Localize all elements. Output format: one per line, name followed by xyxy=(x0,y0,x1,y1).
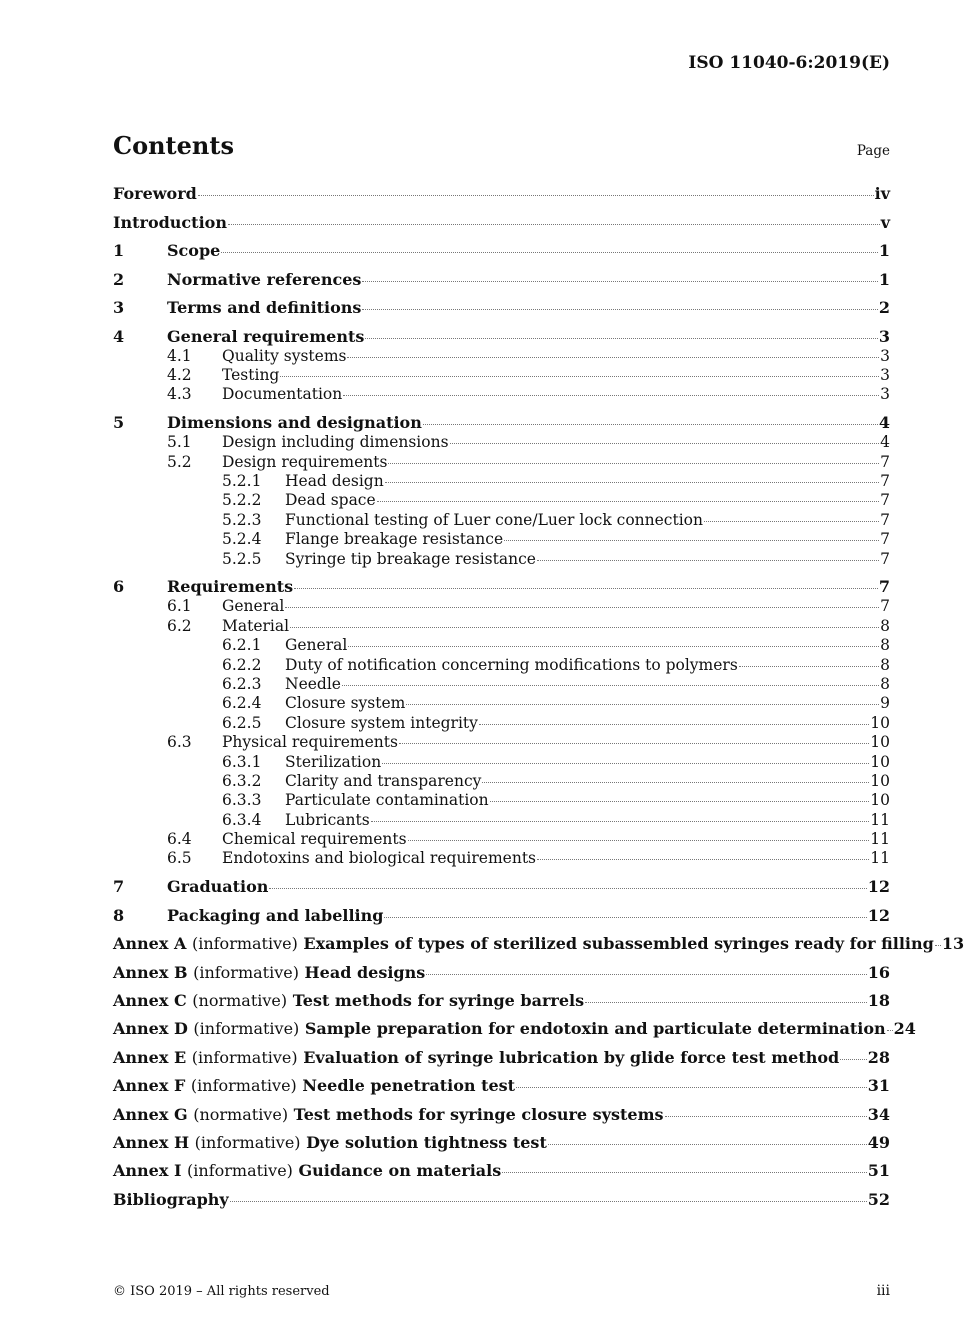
toc-entry-number: 5.2.5 xyxy=(222,549,262,568)
toc-entry-5-1[interactable] xyxy=(113,433,890,452)
annex-title: Test methods for syringe barrels xyxy=(292,991,585,1011)
leader-dots xyxy=(399,743,869,744)
toc-entry-5[interactable] xyxy=(113,413,890,433)
toc-entry-title: Functional testing of Luer cone/Luer lock connection xyxy=(285,510,703,529)
annex-type: (normative) xyxy=(192,991,288,1011)
toc-entry-6-2-4[interactable] xyxy=(113,694,890,713)
annex-type: (informative) xyxy=(191,934,298,954)
toc-entry-page: 10 xyxy=(870,713,890,732)
toc-entry-4-1[interactable] xyxy=(113,347,890,366)
toc-entry-page: 7 xyxy=(880,530,890,549)
toc-entry-number: 4.2 xyxy=(167,365,192,384)
toc-entry-title: Endotoxins and biological requirements xyxy=(222,849,536,868)
toc-entry-page: 8 xyxy=(880,636,890,655)
annex-type: (informative) xyxy=(193,962,299,982)
toc-entry-page: 12 xyxy=(867,905,890,925)
toc-entry-title: General xyxy=(222,597,285,616)
toc-entry-annex-c[interactable] xyxy=(113,991,890,1011)
toc-entry-annex-e[interactable] xyxy=(113,1048,890,1068)
toc-entry-number: 5 xyxy=(113,413,125,433)
toc-entry-page: 11 xyxy=(870,830,890,849)
toc-entry-number: 5.2.2 xyxy=(222,491,262,510)
annex-label: Annex H xyxy=(113,1133,190,1152)
toc-entry-page: 34 xyxy=(867,1104,890,1124)
toc-entry-title: Syringe tip breakage resistance xyxy=(285,549,536,568)
toc-entry-title: Closure system integrity xyxy=(285,713,478,732)
toc-entry-page: v xyxy=(880,212,890,232)
leader-dots xyxy=(537,859,869,860)
toc-entry-number: 6.2.1 xyxy=(222,636,262,655)
toc-entry-page: 10 xyxy=(870,752,890,771)
toc-entry-6-4[interactable] xyxy=(113,830,890,849)
toc-entry-page: 24 xyxy=(893,1019,916,1039)
leader-dots xyxy=(502,1172,866,1173)
leader-dots xyxy=(490,801,870,802)
toc-entry-6-3[interactable] xyxy=(113,733,890,752)
toc-entry-title: Graduation xyxy=(167,877,269,897)
leader-dots xyxy=(384,917,866,918)
leader-dots xyxy=(347,357,879,358)
annex-label: Annex F xyxy=(113,1076,186,1096)
toc-entry-page: 10 xyxy=(870,771,890,790)
leader-dots xyxy=(362,309,877,310)
document-id: ISO 11040-6:2019(E) xyxy=(688,53,890,73)
toc-entry-5-2-1[interactable] xyxy=(113,472,890,491)
toc-entry-page: 7 xyxy=(880,452,890,471)
annex-label: Annex E xyxy=(113,1047,187,1067)
toc-entry-5-2[interactable] xyxy=(113,453,890,472)
annex-label: Annex I xyxy=(113,1161,182,1181)
toc-entry-6-2-1[interactable] xyxy=(113,636,890,655)
toc-entry-page: 10 xyxy=(870,791,890,810)
toc-entry-6-2-5[interactable] xyxy=(113,714,890,733)
toc-entry-title: Introduction xyxy=(113,212,227,232)
toc-entry-title: Duty of notification concerning modifications to polymers xyxy=(285,655,738,674)
toc-entry-introduction[interactable] xyxy=(113,213,890,233)
toc-entry-annex-h[interactable] xyxy=(113,1133,890,1153)
annex-type: (informative) xyxy=(190,1076,297,1096)
leader-dots xyxy=(371,821,870,822)
toc-entry-page: 49 xyxy=(867,1133,890,1152)
toc-entry-page: 3 xyxy=(880,365,890,384)
toc-entry-title: Clarity and transparency xyxy=(285,771,482,790)
leader-dots xyxy=(585,1002,867,1003)
toc-entry-page: 3 xyxy=(878,326,890,346)
toc-entry-page: 11 xyxy=(870,810,890,829)
toc-entry-5-2-3[interactable] xyxy=(113,511,890,530)
toc-entry-title: Sterilization xyxy=(285,752,382,771)
toc-entry-title: Head design xyxy=(285,471,384,490)
toc-entry-foreword[interactable] xyxy=(113,184,890,204)
toc-entry-page: 4 xyxy=(880,433,890,452)
toc-entry-page: 1 xyxy=(878,269,890,289)
table-of-contents xyxy=(113,184,964,1210)
toc-entry-bibliography[interactable] xyxy=(113,1190,890,1210)
toc-entry-number: 5.1 xyxy=(167,433,192,452)
leader-dots xyxy=(377,501,879,502)
toc-entry-title: Lubricants xyxy=(285,810,370,829)
leader-dots xyxy=(704,521,879,522)
toc-entry-6-2-2[interactable] xyxy=(113,656,890,675)
leader-dots xyxy=(280,376,879,377)
toc-entry-page: 7 xyxy=(880,510,890,529)
toc-entry-number: 5.2.4 xyxy=(222,530,262,549)
toc-entry-page: 10 xyxy=(870,733,890,752)
toc-entry-page: 16 xyxy=(867,962,890,982)
leader-dots xyxy=(343,395,879,396)
page-title: Contents xyxy=(113,131,234,160)
toc-entry-title: Needle xyxy=(285,674,341,693)
toc-entry-page: 7 xyxy=(878,577,890,597)
leader-dots xyxy=(408,840,870,841)
toc-entry-annex-a[interactable] xyxy=(113,934,964,954)
toc-entry-number: 5.2.3 xyxy=(222,510,262,529)
toc-entry-title: Foreword xyxy=(113,184,197,203)
toc-entry-page: 12 xyxy=(867,877,890,897)
annex-title: Test methods for syringe closure systems xyxy=(293,1104,664,1124)
leader-dots xyxy=(230,1201,867,1202)
annex-title: Head designs xyxy=(304,962,426,982)
leader-dots xyxy=(423,424,878,425)
toc-entry-6-3-1[interactable] xyxy=(113,753,890,772)
toc-entry-page: 7 xyxy=(880,491,890,510)
toc-entry-1[interactable] xyxy=(113,241,890,261)
toc-entry-title: General xyxy=(285,636,348,655)
leader-dots xyxy=(739,666,879,667)
leader-dots xyxy=(887,1030,893,1031)
toc-entry-page: 7 xyxy=(880,471,890,490)
toc-entry-6-2[interactable] xyxy=(113,617,890,636)
toc-entry-number: 6.2.2 xyxy=(222,655,262,674)
leader-dots xyxy=(365,338,878,339)
toc-entry-title: Quality systems xyxy=(222,346,347,365)
annex-label: Annex A xyxy=(113,934,187,954)
leader-dots xyxy=(504,540,879,541)
toc-entry-number: 6.2.5 xyxy=(222,713,262,732)
leader-dots xyxy=(285,607,879,608)
toc-entry-number: 5.2.1 xyxy=(222,471,262,490)
page-column-label: Page xyxy=(856,143,890,159)
toc-entry-page: 7 xyxy=(880,597,890,616)
toc-entry-4-2[interactable] xyxy=(113,366,890,385)
toc-entry-number: 6.1 xyxy=(167,597,192,616)
toc-entry-number: 7 xyxy=(113,877,125,897)
leader-dots xyxy=(385,482,879,483)
toc-entry-6-1[interactable] xyxy=(113,597,890,616)
toc-entry-4[interactable] xyxy=(113,327,890,347)
annex-title: Dye solution tightness test xyxy=(306,1133,547,1152)
toc-entry-number: 6 xyxy=(113,577,125,597)
toc-entry-page: 4 xyxy=(878,413,890,433)
toc-entry-page: iv xyxy=(874,184,890,203)
toc-entry-title: Closure system xyxy=(285,694,406,713)
leader-dots xyxy=(840,1059,867,1060)
toc-entry-8[interactable] xyxy=(113,906,890,926)
annex-label: Annex B xyxy=(113,962,188,982)
toc-entry-title: Chemical requirements xyxy=(222,830,407,849)
toc-entry-page: 1 xyxy=(878,241,890,260)
toc-entry-number: 4.3 xyxy=(167,385,192,404)
toc-entry-title: Terms and definitions xyxy=(167,298,362,317)
leader-dots xyxy=(426,974,867,975)
toc-entry-page: 18 xyxy=(867,991,890,1011)
toc-entry-number: 6.3.4 xyxy=(222,810,262,829)
toc-entry-title: Normative references xyxy=(167,269,362,289)
annex-title: Evaluation of syringe lubrication by glide force test method xyxy=(303,1047,840,1067)
annex-title: Examples of types of sterilized subassembled syringes ready for filling xyxy=(303,934,934,954)
toc-entry-6-5[interactable] xyxy=(113,849,890,868)
toc-entry-page: 7 xyxy=(880,549,890,568)
annex-title: Needle penetration test xyxy=(302,1076,516,1096)
toc-entry-annex-b[interactable] xyxy=(113,963,890,983)
leader-dots xyxy=(348,646,879,647)
toc-entry-title: Particulate contamination xyxy=(285,791,489,810)
toc-entry-page: 52 xyxy=(867,1189,890,1209)
toc-entry-5-2-5[interactable] xyxy=(113,550,890,569)
toc-entry-title: Packaging and labelling xyxy=(167,905,384,925)
toc-entry-title: Bibliography xyxy=(113,1189,229,1209)
toc-entry-page: 8 xyxy=(880,674,890,693)
toc-entry-number: 6.2.4 xyxy=(222,694,262,713)
toc-entry-page: 3 xyxy=(880,385,890,404)
toc-entry-page: 9 xyxy=(880,694,890,713)
toc-entry-number: 6.5 xyxy=(167,849,192,868)
toc-entry-title: Dead space xyxy=(285,491,376,510)
toc-entry-title: Material xyxy=(222,616,290,635)
leader-dots xyxy=(479,724,869,725)
toc-entry-number: 5.2 xyxy=(167,452,192,471)
toc-entry-5-2-2[interactable] xyxy=(113,491,890,510)
leader-dots xyxy=(548,1144,867,1145)
toc-entry-page: 13 xyxy=(941,934,964,954)
toc-entry-title: Documentation xyxy=(222,385,343,404)
toc-entry-number: 2 xyxy=(113,269,125,289)
toc-entry-title: Design requirements xyxy=(222,452,388,471)
leader-dots xyxy=(482,782,869,783)
toc-entry-number: 8 xyxy=(113,905,125,925)
leader-dots xyxy=(382,763,869,764)
leader-dots xyxy=(294,588,878,589)
leader-dots xyxy=(450,443,880,444)
toc-entry-2[interactable] xyxy=(113,270,890,290)
annex-title: Sample preparation for endotoxin and particulate determination xyxy=(304,1019,886,1039)
leader-dots xyxy=(290,627,879,628)
toc-entry-page: 2 xyxy=(878,298,890,317)
leader-dots xyxy=(221,252,878,253)
toc-entry-title: Physical requirements xyxy=(222,733,398,752)
toc-entry-title: Scope xyxy=(167,241,221,260)
toc-entry-4-3[interactable] xyxy=(113,385,890,404)
leader-dots xyxy=(198,195,874,196)
toc-entry-number: 6.3.3 xyxy=(222,791,262,810)
toc-entry-number: 6.3.1 xyxy=(222,752,262,771)
leader-dots xyxy=(269,888,866,889)
annex-type: (normative) xyxy=(193,1104,289,1124)
toc-entry-annex-i[interactable] xyxy=(113,1161,890,1181)
toc-entry-page: 51 xyxy=(867,1161,890,1181)
toc-entry-number: 6.3.2 xyxy=(222,771,262,790)
toc-entry-6-2-3[interactable] xyxy=(113,675,890,694)
toc-entry-page: 28 xyxy=(867,1047,890,1067)
leader-dots xyxy=(665,1116,867,1117)
toc-entry-6-3-2[interactable] xyxy=(113,772,890,791)
toc-entry-6-3-3[interactable] xyxy=(113,791,890,810)
leader-dots xyxy=(516,1087,867,1088)
toc-entry-page: 8 xyxy=(880,616,890,635)
toc-entry-page: 8 xyxy=(880,655,890,674)
toc-entry-number: 6.2.3 xyxy=(222,674,262,693)
toc-entry-6-3-4[interactable] xyxy=(113,811,890,830)
toc-entry-title: General requirements xyxy=(167,326,365,346)
toc-entry-number: 3 xyxy=(113,298,125,317)
toc-entry-title: Design including dimensions xyxy=(222,433,449,452)
toc-entry-title: Flange breakage resistance xyxy=(285,530,504,549)
leader-dots xyxy=(537,560,879,561)
toc-entry-page: 31 xyxy=(867,1076,890,1096)
leader-dots xyxy=(935,945,941,946)
toc-entry-title: Requirements xyxy=(167,577,294,597)
toc-entry-annex-d[interactable] xyxy=(113,1019,916,1039)
page-number: iii xyxy=(876,1283,890,1299)
annex-label: Annex C xyxy=(113,991,187,1011)
annex-type: (informative) xyxy=(193,1019,300,1039)
annex-type: (informative) xyxy=(187,1161,293,1181)
toc-entry-number: 6.3 xyxy=(167,733,192,752)
toc-entry-page: 3 xyxy=(880,346,890,365)
leader-dots xyxy=(406,704,879,705)
toc-entry-number: 1 xyxy=(113,241,125,260)
leader-dots xyxy=(342,685,879,686)
leader-dots xyxy=(228,224,880,225)
annex-title: Guidance on materials xyxy=(298,1161,502,1181)
annex-type: (informative) xyxy=(194,1133,301,1152)
toc-entry-title: Dimensions and designation xyxy=(167,413,422,433)
toc-entry-6[interactable] xyxy=(113,577,890,597)
annex-type: (informative) xyxy=(191,1047,298,1067)
toc-entry-page: 11 xyxy=(870,849,890,868)
annex-label: Annex G xyxy=(113,1104,188,1124)
toc-entry-annex-g[interactable] xyxy=(113,1105,890,1125)
leader-dots xyxy=(362,281,877,282)
toc-entry-7[interactable] xyxy=(113,877,890,897)
toc-entry-annex-f[interactable] xyxy=(113,1076,890,1096)
toc-entry-number: 4.1 xyxy=(167,346,192,365)
annex-label: Annex D xyxy=(113,1019,188,1039)
toc-entry-title: Testing xyxy=(222,365,280,384)
toc-entry-5-2-4[interactable] xyxy=(113,530,890,549)
toc-entry-3[interactable] xyxy=(113,298,890,318)
toc-entry-number: 6.2 xyxy=(167,616,192,635)
copyright-notice: © ISO 2019 – All rights reserved xyxy=(113,1284,330,1299)
toc-entry-number: 4 xyxy=(113,326,125,346)
leader-dots xyxy=(388,463,879,464)
toc-entry-number: 6.4 xyxy=(167,830,192,849)
